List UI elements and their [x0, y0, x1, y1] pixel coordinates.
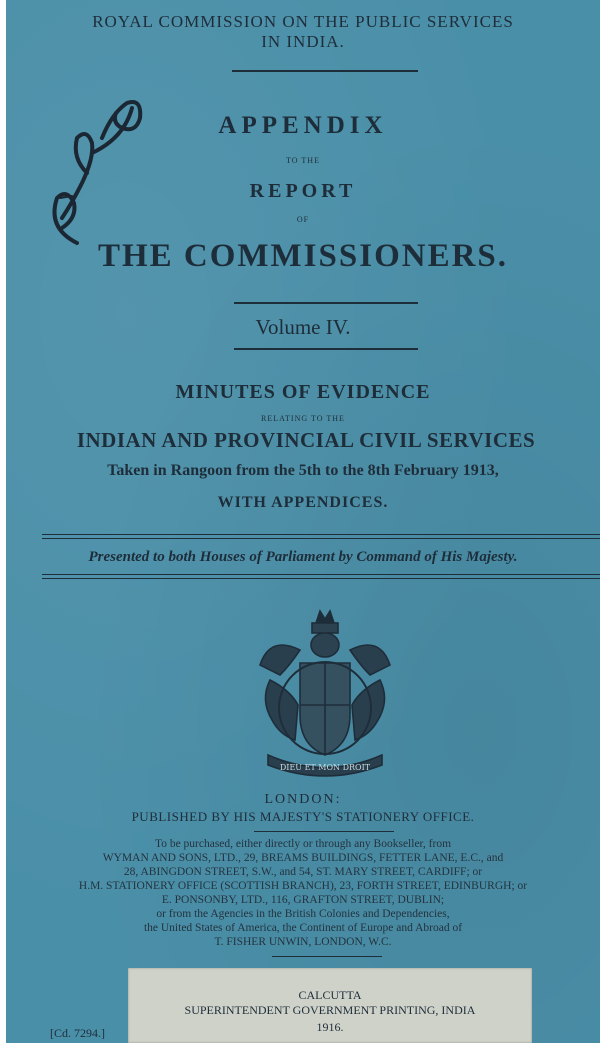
divider [234, 302, 418, 304]
divider [232, 70, 418, 72]
publisher-city: LONDON: [264, 792, 342, 807]
printer-label [128, 968, 532, 1043]
presented-line: Presented to both Houses of Parliament by Command of His Majesty. [88, 549, 518, 565]
minutes-heading: MINUTES OF EVIDENCE [175, 381, 431, 403]
purchase-line: WYMAN AND SONS, LTD., 29, BREAMS BUILDINGS, FETTER LANE, E.C., and [102, 852, 504, 864]
org-line-1: ROYAL COMMISSION ON THE PUBLIC SERVICES [92, 12, 514, 31]
of-text: OF [296, 215, 310, 224]
publisher-office: PUBLISHED BY HIS MAJESTY'S STATIONERY OFFICE. [131, 809, 475, 824]
divider [272, 956, 382, 957]
main-title: THE COMMISSIONERS. [97, 238, 509, 274]
purchase-line: the United States of America, the Continent of Europe and Abroad of [143, 922, 463, 934]
document-cover [6, 0, 600, 1043]
services-heading: INDIAN AND PROVINCIAL CIVIL SERVICES [76, 428, 536, 452]
relating-text: RELATING TO THE [261, 414, 345, 423]
to-the-text: TO THE [286, 156, 320, 165]
divider [42, 578, 600, 579]
divider [234, 348, 418, 350]
handwritten-number-text: 966 [32, 78, 34, 79]
label-year: 1916. [316, 1020, 344, 1034]
volume-label: Volume IV. [255, 315, 351, 339]
dates-line: Taken in Rangoon from the 5th to the 8th February 1913, [107, 462, 499, 479]
divider [42, 574, 600, 575]
purchase-line: E. PONSONBY, LTD., 116, GRAFTON STREET, DUBLIN; [161, 894, 445, 906]
purchase-line: To be purchased, either directly or through any Bookseller, from [154, 838, 452, 850]
purchase-line: H.M. STATIONERY OFFICE (SCOTTISH BRANCH), 23, FORTH STREET, EDINBURGH; or [78, 880, 528, 892]
command-number: [Cd. 7294.] [50, 1026, 105, 1040]
divider [254, 831, 394, 832]
handwritten-number-966 [32, 78, 152, 253]
org-line-2: IN INDIA. [261, 32, 345, 51]
crest-motto: DIEU ET MON DROIT [279, 763, 371, 772]
commission-name [6, 12, 600, 52]
purchase-line: T. FISHER UNWIN, LONDON, W.C. [214, 936, 392, 948]
divider [42, 538, 600, 539]
label-city: CALCUTTA [298, 988, 362, 1002]
royal-coat-of-arms-icon [250, 605, 400, 783]
label-printer: SUPERINTENDENT GOVERNMENT PRINTING, INDIA [184, 1003, 476, 1017]
with-appendices: WITH APPENDICES. [217, 494, 389, 511]
purchase-line: 28, ABINGDON STREET, S.W., and 54, ST. MARY STREET, CARDIFF; or [123, 866, 483, 878]
divider [42, 534, 600, 535]
appendix-heading: APPENDIX [218, 112, 388, 139]
report-heading: REPORT [249, 180, 357, 202]
purchase-line: or from the Agencies in the British Colonies and Dependencies, [156, 908, 450, 920]
